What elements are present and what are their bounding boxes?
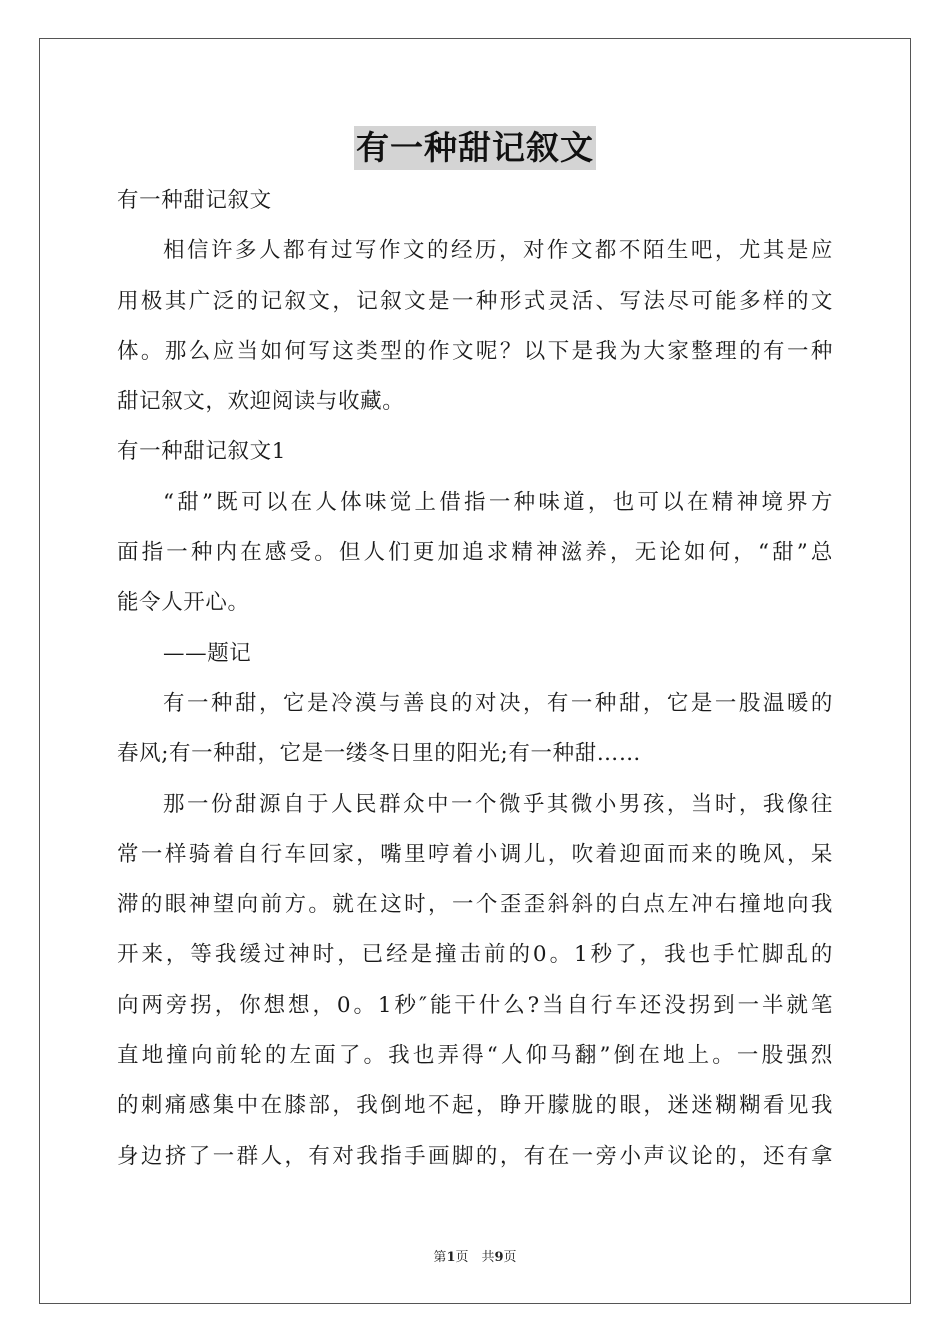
paragraph-line: 相信许多人都有过写作文的经历，对作文都不陌生吧，尤其是应 xyxy=(163,238,833,264)
page-number-current: 1 xyxy=(446,1250,456,1265)
document-body xyxy=(117,176,833,1182)
paragraph-line: “甜”既可以在人体味觉上借指一种味道，也可以在精神境界方 xyxy=(163,489,833,515)
paragraph-line: 身边挤了一群人，有对我指手画脚的，有在一旁小声议论的，还有拿 xyxy=(117,1143,833,1169)
paragraph-line: 用极其广泛的记叙文，记叙文是一种形式灵活、写法尽可能多样的文 xyxy=(117,288,833,314)
paragraph-line: 开来，等我缓过神时，已经是撞击前的0。1秒了，我也手忙脚乱的 xyxy=(117,942,833,968)
paragraph-line: 甜记叙文，欢迎阅读与收藏。 xyxy=(117,389,405,415)
section-heading: 有一种甜记叙文1 xyxy=(117,439,286,465)
paragraph-line: 的刺痛感集中在膝部，我倒地不起，睁开朦胧的眼，迷迷糊糊看见我 xyxy=(117,1093,833,1119)
page-number-total: 9 xyxy=(494,1250,504,1265)
paragraph-line: 体。那么应当如何写这类型的作文呢？以下是我为大家整理的有一种 xyxy=(117,338,833,364)
paragraph-line: 向两旁拐，你想想，0。1秒″能干什么?当自行车还没拐到一半就笔 xyxy=(117,992,833,1018)
paragraph-line: 有一种甜，它是冷漠与善良的对决，有一种甜，它是一股温暖的 xyxy=(163,690,833,716)
paragraph-line: 滞的眼神望向前方。就在这时，一个歪歪斜斜的白点左冲右撞地向我 xyxy=(117,892,833,918)
section-heading: 有一种甜记叙文 xyxy=(117,188,272,213)
paragraph-line: 面指一种内在感受。但人们更加追求精神滋养，无论如何，“甜”总 xyxy=(117,540,833,566)
document-title: 有一种甜记叙文 xyxy=(354,126,596,170)
paragraph-line: 能令人开心。 xyxy=(117,590,250,616)
paragraph-line: 春风;有一种甜，它是一缕冬日里的阳光;有一种甜…… xyxy=(117,741,641,767)
document-title-wrapper xyxy=(0,126,950,170)
epigraph-note: ——题记 xyxy=(163,640,252,666)
page-number-suffix: 页 xyxy=(503,1250,517,1265)
page-number-separator: 页 共 xyxy=(455,1250,495,1265)
paragraph-line: 常一样骑着自行车回家，嘴里哼着小调儿，吹着迎面而来的晚风，呆 xyxy=(117,841,833,867)
page-footer xyxy=(0,1246,950,1265)
page-number-prefix: 第 xyxy=(433,1250,447,1265)
paragraph-line: 直地撞向前轮的左面了。我也弄得“人仰马翻”倒在地上。一股强烈 xyxy=(117,1043,833,1069)
paragraph-line: 那一份甜源自于人民群众中一个微乎其微小男孩，当时，我像往 xyxy=(163,791,833,817)
